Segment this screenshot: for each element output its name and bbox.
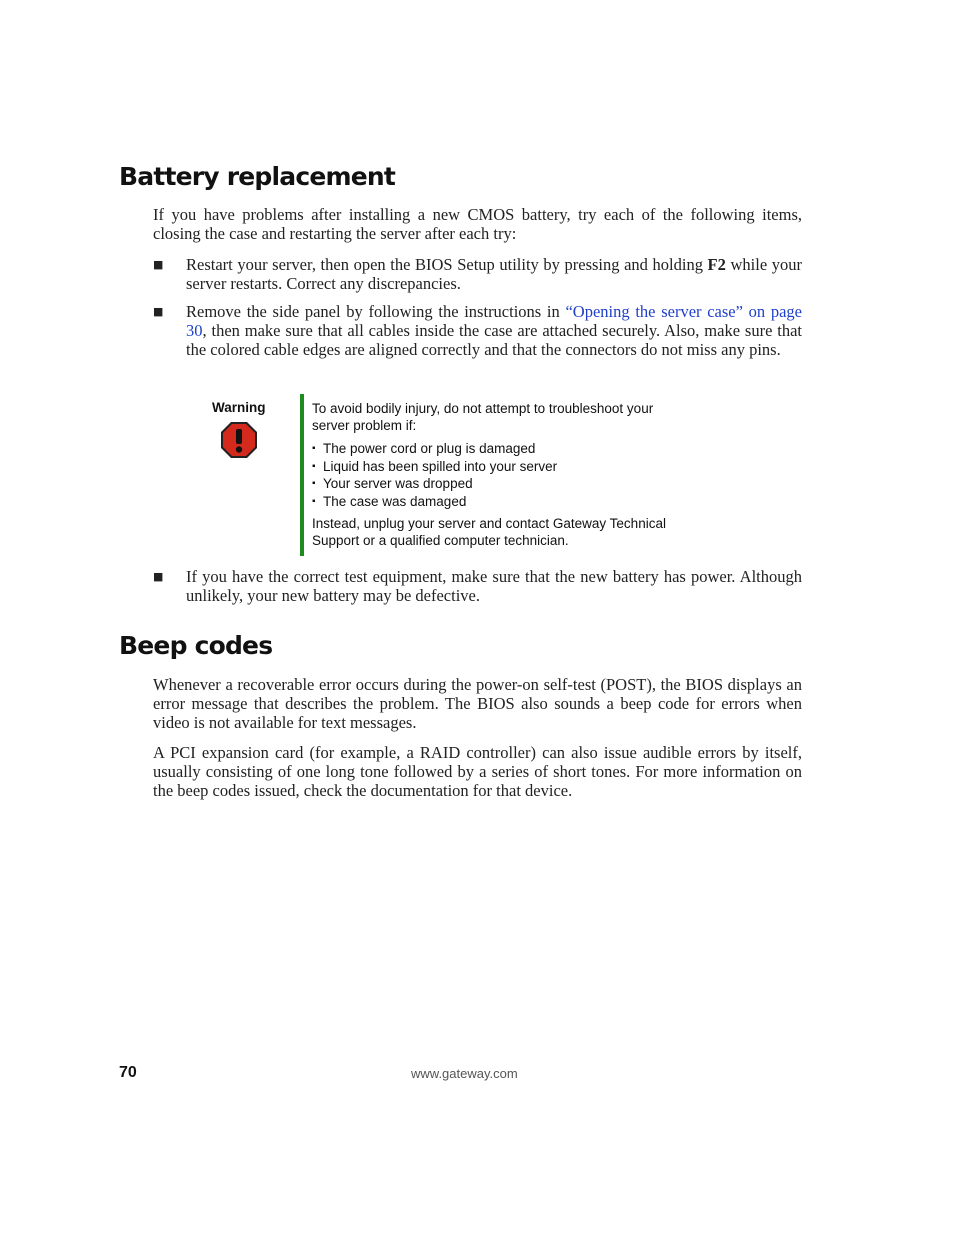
bullet-mark: ■ xyxy=(153,570,164,583)
beep-heading: Beep codes xyxy=(119,631,273,660)
warning-intro: To avoid bodily injury, do not attempt to troubleshoot your server problem if: xyxy=(312,401,654,433)
warning-label: Warning xyxy=(212,400,266,415)
warning-outro: Instead, unplug your server and contact Gateway Technical Support or a qualified computer technician. xyxy=(312,516,666,548)
bullet-text xyxy=(186,255,802,293)
warning-icon xyxy=(220,421,258,459)
bullet-mark: ■ xyxy=(153,305,164,318)
bullet-mark: ■ xyxy=(153,258,164,271)
warning-item: ▪ The case was damaged xyxy=(312,493,557,511)
bullet-text-post: while your server restarts. Correct any discrepancies. xyxy=(186,255,802,293)
battery-heading: Battery replacement xyxy=(119,162,396,191)
warning-list xyxy=(312,440,557,510)
battery-intro: If you have problems after installing a new CMOS battery, try each of the following items, closing the case and restarting the server after each try: xyxy=(153,205,802,243)
footer-url[interactable]: www.gateway.com xyxy=(411,1066,518,1081)
warning-item: ▪ Your server was dropped xyxy=(312,475,557,493)
bullet-text-pre: Remove the side panel by following the instructions in xyxy=(186,302,566,321)
server-case-link[interactable]: “Opening the server case” on page 30 xyxy=(186,302,802,340)
bullet-text: If you have the correct test equipment, make sure that the new battery has power. Although unlikely, your new battery may be defective. xyxy=(186,567,802,605)
warning-item: ▪ Liquid has been spilled into your server xyxy=(312,458,557,476)
page-number: 70 xyxy=(119,1064,137,1081)
key-f2: F2 xyxy=(707,255,726,274)
beep-para-1: Whenever a recoverable error occurs during the power-on self-test (POST), the BIOS displays an error message that describes the problem. The BIOS also sounds a beep code for errors when video is not available for text messages. xyxy=(153,675,802,732)
beep-para-2: A PCI expansion card (for example, a RAID controller) can also issue audible errors by itself, usually consisting of one long tone followed by a series of short tones. For more information on the beep codes issued, check the documentation for that device. xyxy=(153,743,802,800)
bullet-text-pre: Restart your server, then open the BIOS Setup utility by pressing and holding xyxy=(186,255,708,274)
warning-item: ▪ The power cord or plug is damaged xyxy=(312,440,557,458)
bullet-text xyxy=(186,302,802,359)
warning-bar xyxy=(300,394,304,556)
bullet-text-post: , then make sure that all cables inside the case are attached securely. Also, make sure that the colored cable edges are aligned correctly and that the connectors do not miss any pins. xyxy=(186,321,802,359)
